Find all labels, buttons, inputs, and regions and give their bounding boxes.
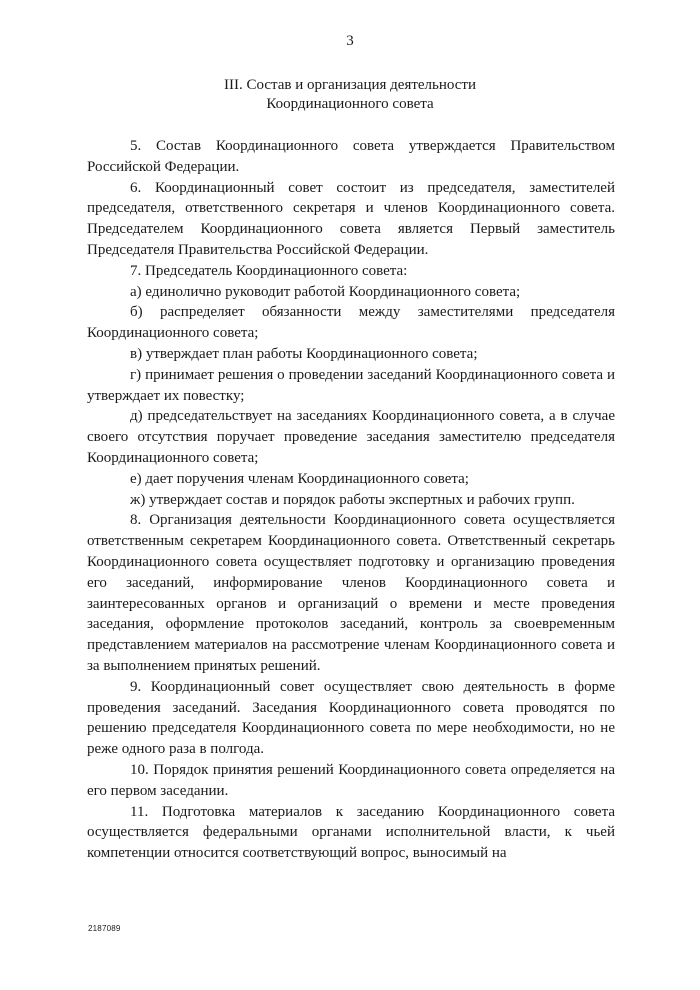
page-number: 3: [346, 33, 354, 49]
paragraph-7: 7. Председатель Координационного совета:: [130, 262, 408, 279]
paragraph-6: 6. Координационный совет состоит из председателя, заместителей председателя, ответственного секретаря и членов Координационного совета. Председателем Координационного совета является Первый заместитель Председателя Правительства Российской Федерации.: [87, 179, 615, 258]
paragraph-11: 11. Подготовка материалов к заседанию Координационного совета осуществляется федеральными органами исполнительной власти, к чьей компетенции относится соответствующий вопрос, выносимый на: [87, 803, 615, 862]
section-heading: [0, 76, 700, 114]
list-item-v: в) утверждает план работы Координационного совета;: [130, 345, 478, 362]
list-item-a: а) единолично руководит работой Координационного совета;: [130, 283, 521, 300]
paragraph-5: 5. Состав Координационного совета утверждается Правительством Российской Федерации.: [87, 138, 615, 175]
list-item-b: б) распределяет обязанности между заместителями председателя Координационного совета;: [87, 304, 615, 342]
list-item-zh: ж) утверждает состав и порядок работы экспертных и рабочих групп.: [130, 491, 575, 508]
list-item-d: д) председательствует на заседаниях Координационного совета, а в случае своего отсутствия поручает проведение заседания заместителю председателя Координационного совета;: [87, 408, 615, 466]
list-item-g: г) принимает решения о проведении заседаний Координационного совета и утверждает их повестку;: [87, 366, 615, 404]
section-title-line-2: Координационного совета: [266, 96, 434, 112]
paragraph-9: 9. Координационный совет осуществляет свою деятельность в форме проведения заседаний. Заседания Координационного совета проводятся по решению председателя Координационного совета по мере необходимости, но не реже одного раза в полгода.: [87, 678, 615, 758]
document-body: [87, 136, 615, 864]
document-id: 2187089: [88, 924, 121, 933]
list-item-e: е) дает поручения членам Координационного совета;: [130, 470, 469, 487]
paragraph-10: 10. Порядок принятия решений Координационного совета определяется на его первом заседании.: [87, 761, 615, 799]
paragraph-8: 8. Организация деятельности Координационного совета осуществляется ответственным секретарем Координационного совета. Ответственный секретарь Координационного совета осуществляет подготовку и организацию проведения его заседаний, информирование членов Координационного совета и заинтересованных органов и организаций о времени и месте проведения заседания, оформление протоколов заседаний, контроль за своевременным представлением материалов на рассмотрение членам Координационного совета и за выполнением принятых решений.: [87, 512, 615, 674]
section-title-line-1: III. Состав и организация деятельности: [223, 77, 477, 93]
